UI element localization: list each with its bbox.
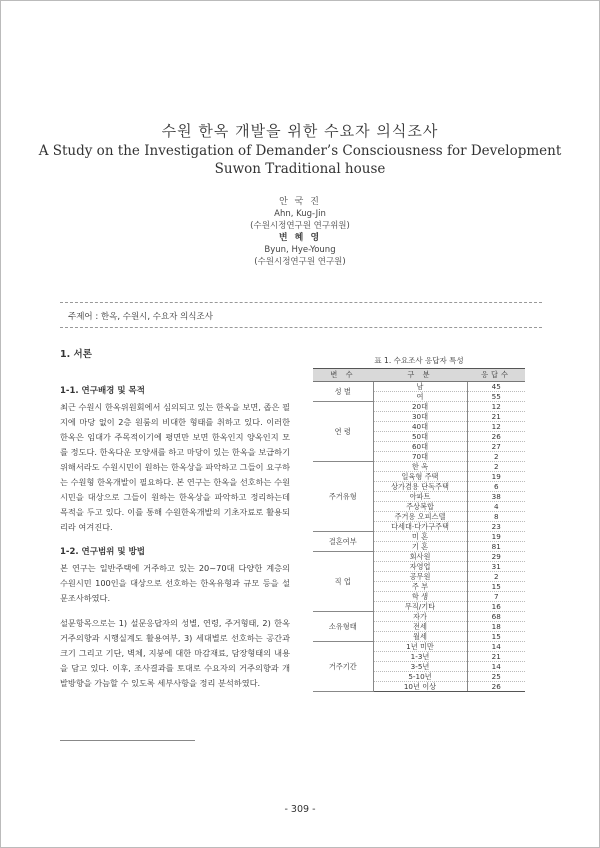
- keywords: 주제어 : 한옥, 수원시, 수요자 의식조사: [68, 312, 213, 322]
- table-category-cell: 주 부: [373, 582, 467, 592]
- table-count-cell: 25: [467, 672, 525, 682]
- table-caption: 표 1. 수요조사 응답자 특성: [374, 356, 464, 365]
- table-category-cell: 다세대·다가구주택: [373, 522, 467, 532]
- table-category-cell: 3-5년: [373, 662, 467, 672]
- title-en-line1: A Study on the Investigation of Demander’s Consciousness for Development: [38, 143, 562, 159]
- table-category-cell: 40대: [373, 422, 467, 432]
- table-count-cell: 68: [467, 612, 525, 622]
- table-count-cell: 21: [467, 652, 525, 662]
- table-category-cell: 회사원: [373, 552, 467, 562]
- respondent-table: [313, 368, 525, 692]
- table-count-cell: 7: [467, 592, 525, 602]
- author2-name-ko: 변 혜 영: [278, 233, 322, 243]
- keyword-rule-top: [60, 302, 542, 303]
- table-count-cell: 38: [467, 492, 525, 502]
- table-category-cell: 자가: [373, 612, 467, 622]
- table-row: [313, 402, 525, 412]
- table-category-cell: 20대: [373, 402, 467, 412]
- table-count-cell: 18: [467, 622, 525, 632]
- table-category-cell: 70대: [373, 452, 467, 462]
- table-count-cell: 6: [467, 482, 525, 492]
- table-row: [313, 612, 525, 622]
- header-count: 응답수: [467, 369, 525, 382]
- author1-name-ko: 안 국 진: [279, 197, 321, 207]
- keyword-rule-bottom: [60, 327, 542, 328]
- table-count-cell: 23: [467, 522, 525, 532]
- author2-affiliation: (수원시정연구원 연구원): [254, 257, 346, 267]
- table-count-cell: 15: [467, 632, 525, 642]
- table-count-cell: 15: [467, 582, 525, 592]
- table-count-cell: 27: [467, 442, 525, 452]
- header-variable: 변 수: [313, 369, 373, 382]
- paragraph-scope: 본 연구는 일반주택에 거주하고 있는 20~70대 다양한 계층의 수원시민 100인을 대상으로 선호하는 한옥유형과 규모 등을 설문조사하였다.: [60, 563, 290, 603]
- page-number: - 309 -: [284, 804, 316, 815]
- table-count-cell: 14: [467, 662, 525, 672]
- table-count-cell: 19: [467, 472, 525, 482]
- footnote-rule: [60, 740, 195, 741]
- table-row: [313, 462, 525, 472]
- table-category-cell: 미 혼: [373, 532, 467, 542]
- paper-title-english: [0, 142, 600, 178]
- section-heading: 1. 서론: [60, 349, 92, 360]
- table-category-cell: 주거용 오피스텔: [373, 512, 467, 522]
- table-category-cell: 아파트: [373, 492, 467, 502]
- table-count-cell: 2: [467, 452, 525, 462]
- paragraph-method: 설문항목으로는 1) 설문응답자의 성별, 연령, 주거형태, 2) 한옥 거주의향과 시행실계도 활용여부, 3) 세대별로 선호하는 공간과 크기 그리고 기단, 벽체, 지붕에 대한 마감재료, 담장형태의 내용을 담고 있다. 이후, 조사결과를 토대로 수요자의 거주의향과 개발방향을 가늠할 수 있도록 세부사항을 정리 분석하였다.: [60, 618, 290, 688]
- table-count-cell: 29: [467, 552, 525, 562]
- paper-title-korean: 수원 한옥 개발을 위한 수요자 의식조사: [161, 122, 439, 140]
- table-category-cell: 5-10년: [373, 672, 467, 682]
- subsection-heading-2: 1-2. 연구범위 및 방법: [60, 547, 145, 557]
- table-category-cell: 30대: [373, 412, 467, 422]
- table-category-cell: 1년 미만: [373, 642, 467, 652]
- author1-name-en: Ahn, Kug-Jin: [274, 209, 326, 219]
- table-count-cell: 2: [467, 572, 525, 582]
- table-count-cell: 26: [467, 682, 525, 692]
- author-block: [0, 196, 600, 268]
- author1-affiliation: (수원시정연구원 연구위원): [250, 221, 350, 231]
- table-category-cell: 학 생: [373, 592, 467, 602]
- table-count-cell: 21: [467, 412, 525, 422]
- header-category: 구 분: [373, 369, 467, 382]
- author2-name-en: Byun, Hye-Young: [264, 245, 336, 255]
- table-count-cell: 19: [467, 532, 525, 542]
- table-category-cell: 여: [373, 392, 467, 402]
- table-count-cell: 12: [467, 422, 525, 432]
- table-category-cell: 상가겸용 단독주택: [373, 482, 467, 492]
- table-group-label: 성 별: [313, 382, 373, 402]
- table-category-cell: 기 혼: [373, 542, 467, 552]
- table-count-cell: 31: [467, 562, 525, 572]
- table-category-cell: 남: [373, 382, 467, 392]
- table-category-cell: 월세: [373, 632, 467, 642]
- table-header-row: [313, 369, 525, 382]
- subsection-heading-1: 1-1. 연구배경 및 목적: [60, 386, 145, 396]
- table-count-cell: 45: [467, 382, 525, 392]
- table-row: [313, 532, 525, 542]
- table-category-cell: 무직/기타: [373, 602, 467, 612]
- title-en-line2: Suwon Traditional house: [214, 161, 386, 177]
- table-category-cell: 일육형 주택: [373, 472, 467, 482]
- table-count-cell: 55: [467, 392, 525, 402]
- table-count-cell: 16: [467, 602, 525, 612]
- table-category-cell: 주상복합: [373, 502, 467, 512]
- table-count-cell: 8: [467, 512, 525, 522]
- table-count-cell: 2: [467, 462, 525, 472]
- table-row: [313, 552, 525, 562]
- table-group-label: 주거유형: [313, 462, 373, 532]
- table-category-cell: 60대: [373, 442, 467, 452]
- table-category-cell: 공무원: [373, 572, 467, 582]
- table-count-cell: 14: [467, 642, 525, 652]
- table-group-label: 거주기간: [313, 642, 373, 692]
- table-category-cell: 전세: [373, 622, 467, 632]
- table-category-cell: 10년 이상: [373, 682, 467, 692]
- table-group-label: 소유형태: [313, 612, 373, 642]
- table-row: [313, 642, 525, 652]
- table-group-label: 결혼여부: [313, 532, 373, 552]
- table-count-cell: 81: [467, 542, 525, 552]
- table-row: [313, 382, 525, 392]
- table-group-label: 직 업: [313, 552, 373, 612]
- table-category-cell: 자영업: [373, 562, 467, 572]
- paragraph-background: 최근 수원시 한옥위원회에서 심의되고 있는 한옥을 보면, 좁은 필지에 마당 없이 2층 원룸의 비대한 형태를 취하고 있다. 이러한 한옥은 임대가 주목적이기에 평면만 보면 한옥인지 양옥인지 모를 정도다. 한옥다운 모양새를 하고 마당이 있는 한옥을 보급하기 위해서라도 수원시민이 원하는 한옥상을 파악하고 그들이 요구하는 수원형 한옥개발이 필요하다. 본 연구는 한옥을 선호하는 수원시민을 대상으로 그들이 원하는 한옥상을 파악하고 정리하는데 목적을 두고 있다. 이를 통해 수원한옥개발의 기초자료로 활용되리라 여겨진다.: [60, 402, 290, 532]
- table-group-label: 연 령: [313, 402, 373, 462]
- left-column: [60, 346, 290, 701]
- table-count-cell: 26: [467, 432, 525, 442]
- table-count-cell: 4: [467, 502, 525, 512]
- table-count-cell: 12: [467, 402, 525, 412]
- table-category-cell: 50대: [373, 432, 467, 442]
- table-category-cell: 한 옥: [373, 462, 467, 472]
- table-category-cell: 1-3년: [373, 652, 467, 662]
